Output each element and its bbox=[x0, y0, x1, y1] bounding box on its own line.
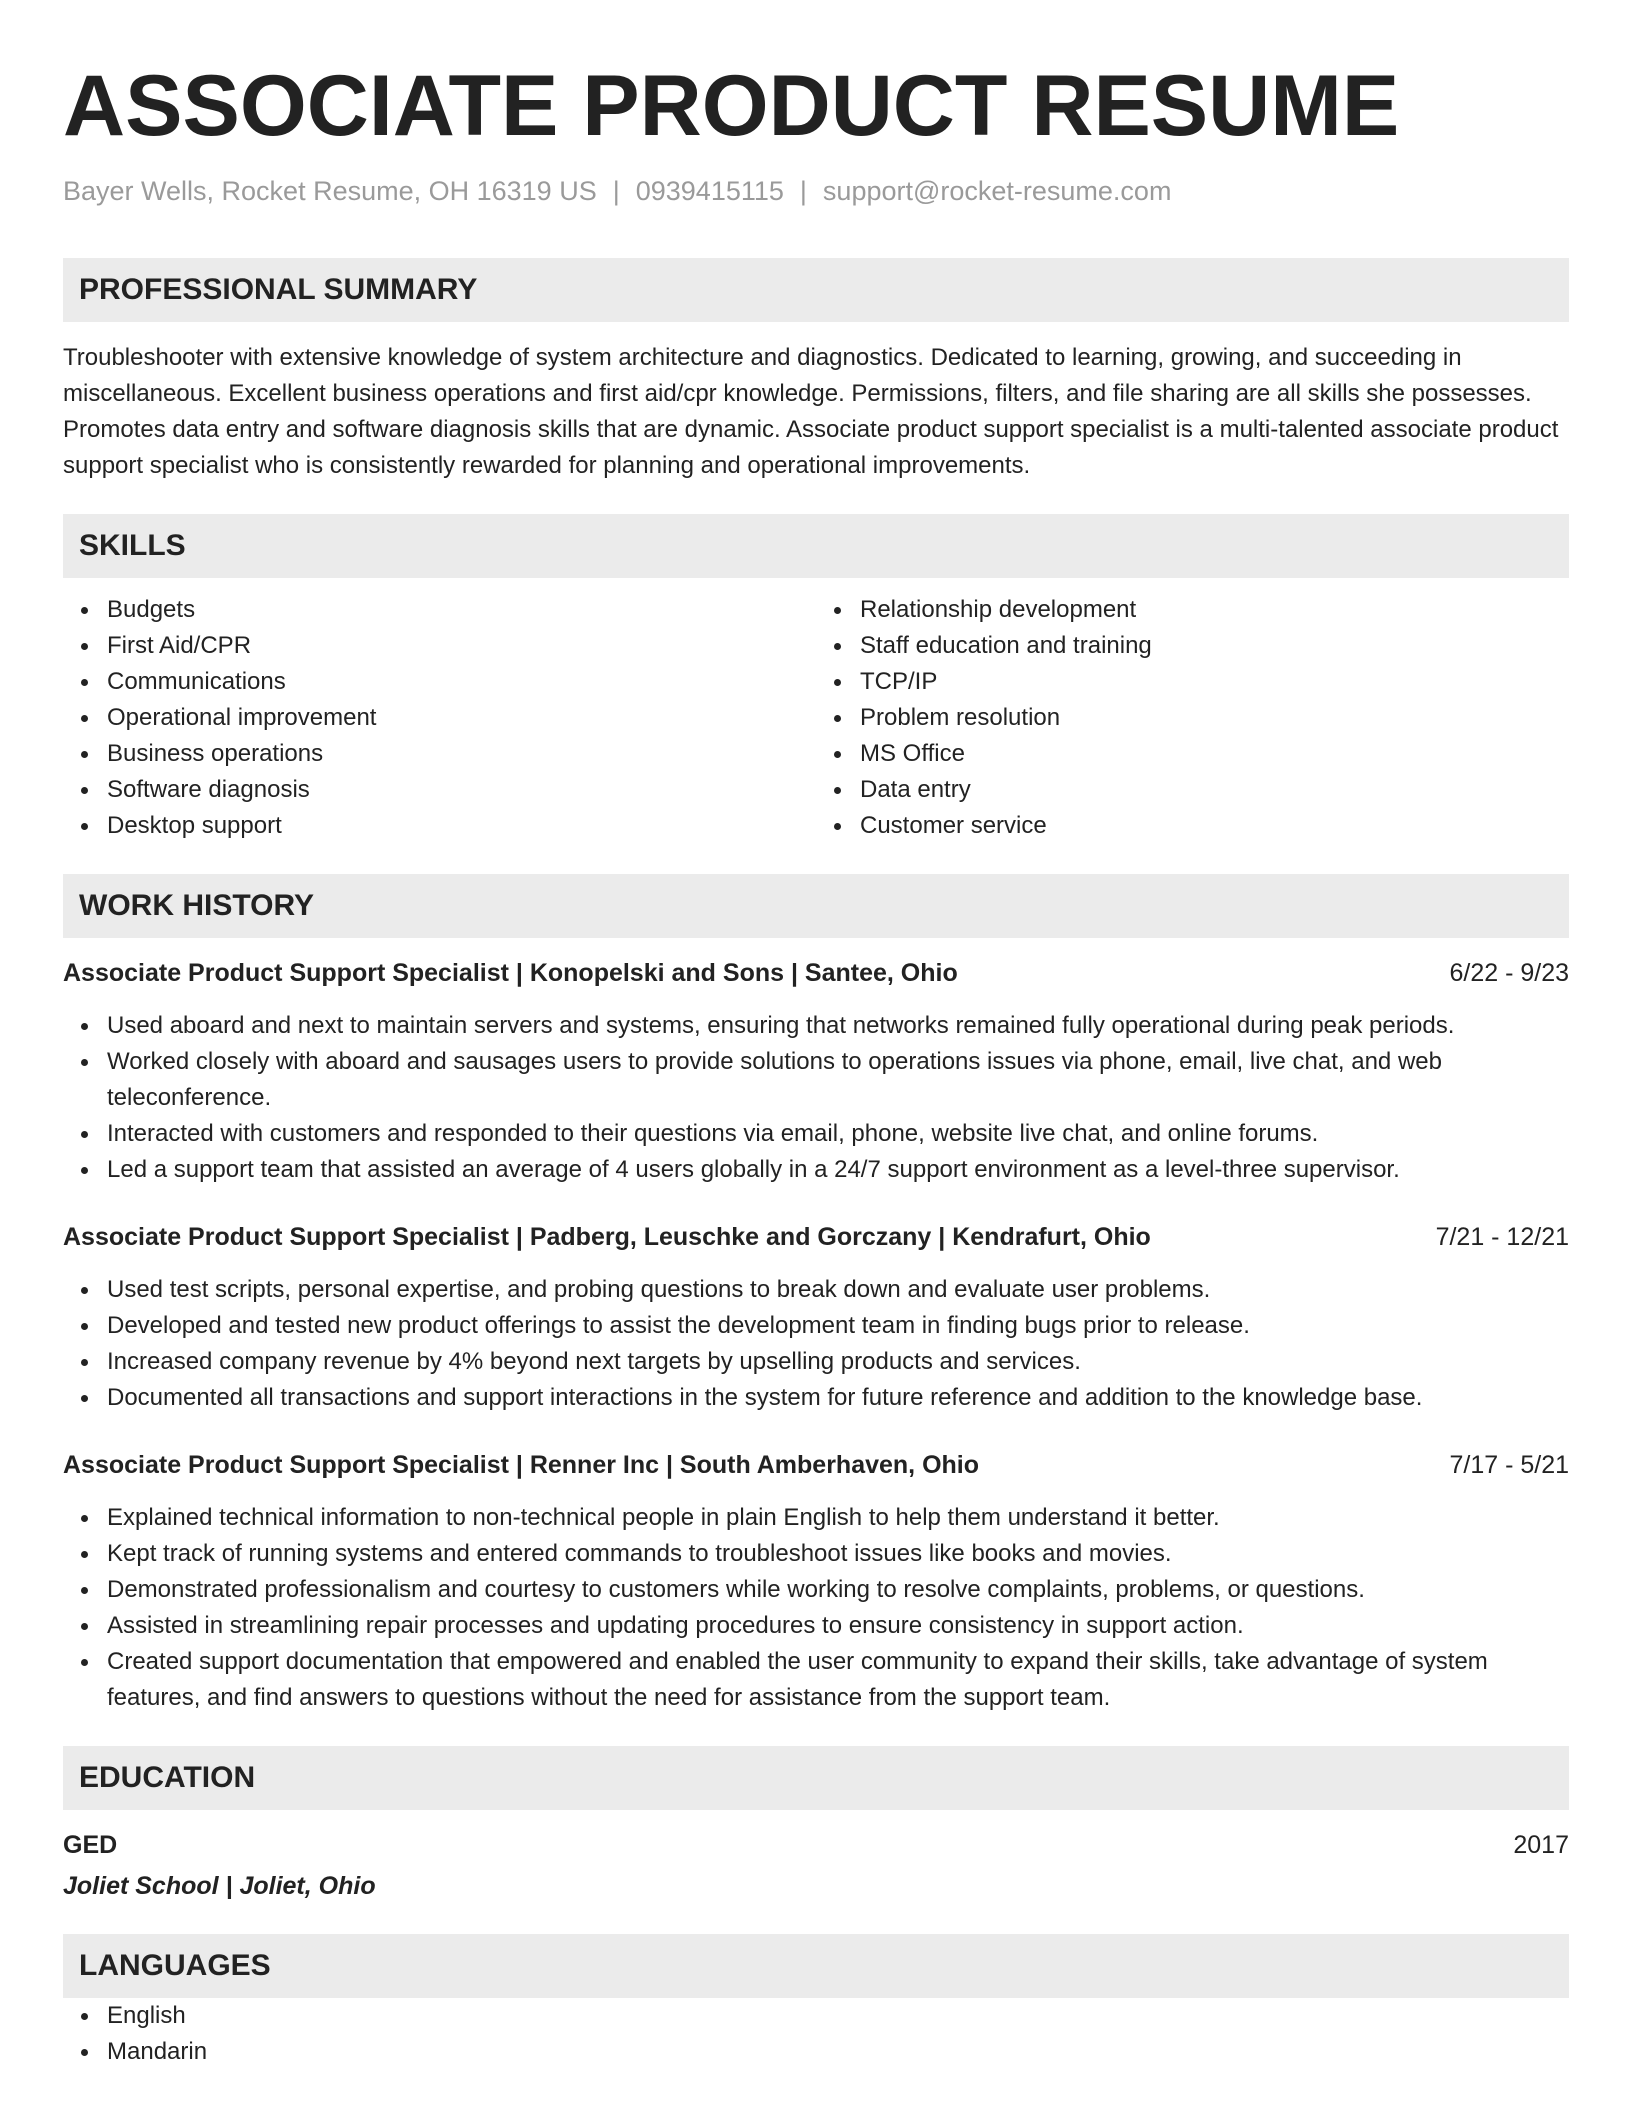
contact-address: Bayer Wells, Rocket Resume, OH 16319 US bbox=[63, 176, 597, 206]
education-year: 2017 bbox=[1513, 1831, 1569, 1859]
skill-item: Staff education and training bbox=[860, 628, 1569, 664]
job-title: Associate Product Support Specialist | Padberg, Leuschke and Gorczany | Kendrafurt, Ohio bbox=[63, 1223, 1151, 1251]
skill-item: Communications bbox=[107, 664, 816, 700]
skill-item: Budgets bbox=[107, 592, 816, 628]
job-bullet: Interacted with customers and responded to their questions via email, phone, website live chat, and online forums. bbox=[107, 1116, 1569, 1152]
job-entry bbox=[63, 1220, 1569, 1416]
job-bullet: Developed and tested new product offerings to assist the development team in finding bugs prior to release. bbox=[107, 1308, 1569, 1344]
job-entry bbox=[63, 956, 1569, 1188]
job-bullet: Created support documentation that empowered and enabled the user community to expand their skills, take advantage of system features, and find answers to questions without the need for assistance from the support team. bbox=[107, 1644, 1569, 1716]
job-bullet: Led a support team that assisted an average of 4 users globally in a 24/7 support environment as a level-three supervisor. bbox=[107, 1152, 1569, 1188]
job-bullet: Used test scripts, personal expertise, and probing questions to break down and evaluate user problems. bbox=[107, 1272, 1569, 1308]
job-header bbox=[63, 1220, 1569, 1254]
contact-phone: 0939415115 bbox=[635, 176, 784, 206]
skill-item: MS Office bbox=[860, 736, 1569, 772]
job-bullet: Documented all transactions and support interactions in the system for future reference and addition to the knowledge base. bbox=[107, 1380, 1569, 1416]
skill-item: Relationship development bbox=[860, 592, 1569, 628]
job-bullets bbox=[63, 1008, 1569, 1188]
job-entry bbox=[63, 1448, 1569, 1716]
education-header bbox=[63, 1828, 1569, 1862]
skill-item: Business operations bbox=[107, 736, 816, 772]
job-bullet: Explained technical information to non-technical people in plain English to help them understand it better. bbox=[107, 1500, 1569, 1536]
skill-item: Desktop support bbox=[107, 808, 816, 844]
section-heading-work-history: WORK HISTORY bbox=[63, 874, 1569, 938]
job-header bbox=[63, 956, 1569, 990]
contact-email: support@rocket-resume.com bbox=[822, 176, 1172, 206]
skill-item: First Aid/CPR bbox=[107, 628, 816, 664]
job-bullets bbox=[63, 1500, 1569, 1716]
section-heading-skills: SKILLS bbox=[63, 514, 1569, 578]
job-bullet: Kept track of running systems and entered commands to troubleshoot issues like books and movies. bbox=[107, 1536, 1569, 1572]
job-bullet: Worked closely with aboard and sausages users to provide solutions to operations issues via phone, email, live chat, and web teleconference. bbox=[107, 1044, 1569, 1116]
language-item: Mandarin bbox=[107, 2034, 1569, 2070]
job-bullets bbox=[63, 1272, 1569, 1416]
job-header bbox=[63, 1448, 1569, 1482]
job-bullet: Demonstrated professionalism and courtesy to customers while working to resolve complaints, problems, or questions. bbox=[107, 1572, 1569, 1608]
resume-title: ASSOCIATE PRODUCT RESUME bbox=[63, 58, 1400, 154]
skill-item: Data entry bbox=[860, 772, 1569, 808]
contact-separator: | bbox=[612, 176, 620, 206]
skill-item: TCP/IP bbox=[860, 664, 1569, 700]
job-title: Associate Product Support Specialist | Konopelski and Sons | Santee, Ohio bbox=[63, 959, 958, 987]
job-bullet: Used aboard and next to maintain servers and systems, ensuring that networks remained fully operational during peak periods. bbox=[107, 1008, 1569, 1044]
section-heading-summary: PROFESSIONAL SUMMARY bbox=[63, 258, 1569, 322]
section-heading-languages: LANGUAGES bbox=[63, 1934, 1569, 1998]
section-heading-education: EDUCATION bbox=[63, 1746, 1569, 1810]
summary-text: Troubleshooter with extensive knowledge of system architecture and diagnostics. Dedicated to learning, growing, and succeeding in miscellaneous. Excellent business operations and first aid/cpr knowledge. Permissions, filters, and file sharing are all skills she possesses. Promotes data entry and software diagnosis skills that are dynamic. Associate product support specialist is a multi-talented associate product support specialist who is consistently rewarded for planning and operational improvements. bbox=[63, 344, 1559, 479]
languages-list bbox=[63, 1998, 1569, 2070]
skill-item: Software diagnosis bbox=[107, 772, 816, 808]
education-degree: GED bbox=[63, 1831, 118, 1859]
contact-separator: | bbox=[799, 176, 807, 206]
skills-list bbox=[63, 592, 1569, 844]
skills-column-left bbox=[63, 592, 816, 844]
job-dates: 6/22 - 9/23 bbox=[1449, 959, 1569, 987]
job-dates: 7/21 - 12/21 bbox=[1435, 1223, 1569, 1251]
education-school: Joliet School | Joliet, Ohio bbox=[63, 1872, 376, 1900]
job-dates: 7/17 - 5/21 bbox=[1449, 1451, 1569, 1479]
skill-item: Operational improvement bbox=[107, 700, 816, 736]
language-item: English bbox=[107, 1998, 1569, 2034]
skills-column-right bbox=[816, 592, 1569, 844]
skill-item: Problem resolution bbox=[860, 700, 1569, 736]
job-bullet: Increased company revenue by 4% beyond next targets by upselling products and services. bbox=[107, 1344, 1569, 1380]
contact-line bbox=[63, 174, 1569, 208]
education-entry bbox=[63, 1828, 1569, 1904]
job-bullet: Assisted in streamlining repair processes and updating procedures to ensure consistency in support action. bbox=[107, 1608, 1569, 1644]
skill-item: Customer service bbox=[860, 808, 1569, 844]
job-title: Associate Product Support Specialist | Renner Inc | South Amberhaven, Ohio bbox=[63, 1451, 980, 1479]
